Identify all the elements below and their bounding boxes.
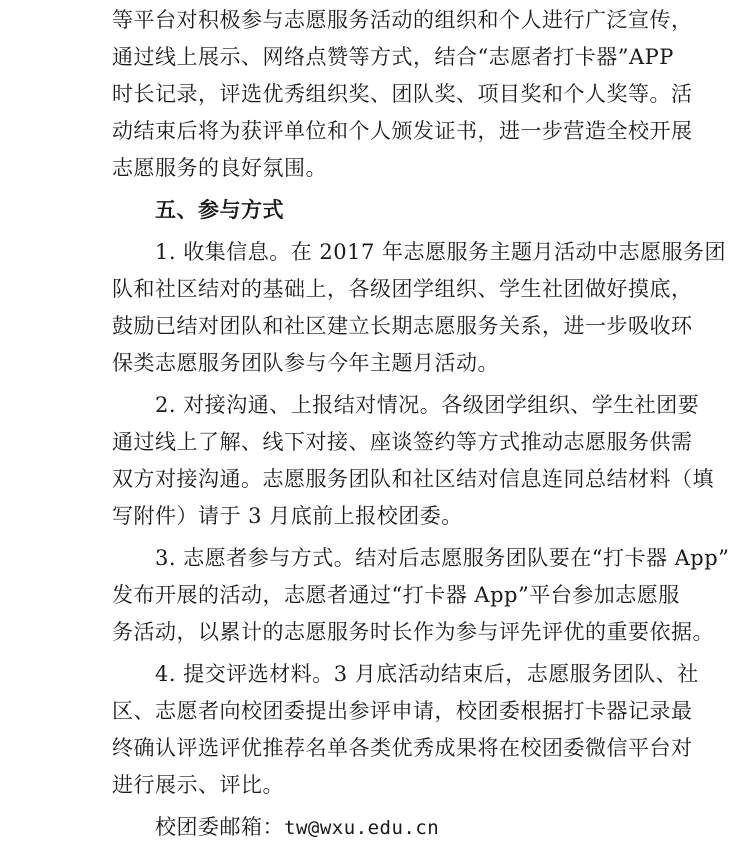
item-4-line: 4. 提交评选材料。3 月底活动结束后，志愿服务团队、社 <box>155 662 699 686</box>
item-2-line: 2. 对接沟通、上报结对情况。各级团学组织、学生社团要 <box>155 393 700 417</box>
paragraph-line: 动结束后将为获评单位和个人颁发证书，进一步营造全校开展 <box>112 119 693 143</box>
item-2-line: 写附件）请于 3 月底前上报校团委。 <box>112 504 463 528</box>
paragraph-line: 时长记录，评选优秀组织奖、团队奖、项目奖和个人奖等。活 <box>112 82 693 106</box>
item-4-line: 区、志愿者向校团委提出参评申请，校团委根据打卡器记录最 <box>112 699 693 723</box>
section-heading: 五、参与方式 <box>155 198 284 222</box>
item-4-line: 进行展示、评比。 <box>112 773 284 797</box>
item-1-line: 1. 收集信息。在 2017 年志愿服务主题月活动中志愿服务团 <box>155 240 727 264</box>
item-1-line: 队和社区结对的基础上，各级团学组织、学生社团做好摸底， <box>112 277 693 301</box>
email-label: 校团委邮箱： <box>155 815 284 839</box>
paragraph-line: 志愿服务的良好氛围。 <box>112 156 327 180</box>
paragraph-line: 等平台对积极参与志愿服务活动的组织和个人进行广泛宣传， <box>112 8 693 32</box>
item-2-line: 双方对接沟通。志愿服务团队和社区结对信息连同总结材料（填 <box>112 467 714 491</box>
paragraph-line: 通过线上展示、网络点赞等方式，结合“志愿者打卡器”APP <box>112 45 674 69</box>
email-line <box>155 815 439 840</box>
item-1-line: 鼓励已结对团队和社区建立长期志愿服务关系，进一步吸收环 <box>112 314 693 338</box>
item-3-line: 务活动，以累计的志愿服务时长作为参与评先评优的重要依据。 <box>112 620 714 644</box>
item-2-line: 通过线上了解、线下对接、座谈签约等方式推动志愿服务供需 <box>112 430 693 454</box>
item-3-line: 发布开展的活动，志愿者通过“打卡器 App”平台参加志愿服 <box>112 583 680 607</box>
item-4-line: 终确认评选评优推荐名单各类优秀成果将在校团委微信平台对 <box>112 736 693 760</box>
item-1-line: 保类志愿服务团队参与今年主题月活动。 <box>112 351 499 375</box>
item-3-line: 3. 志愿者参与方式。结对后志愿服务团队要在“打卡器 App” <box>155 546 730 570</box>
email-address[interactable]: tw@wxu.edu.cn <box>284 817 440 839</box>
